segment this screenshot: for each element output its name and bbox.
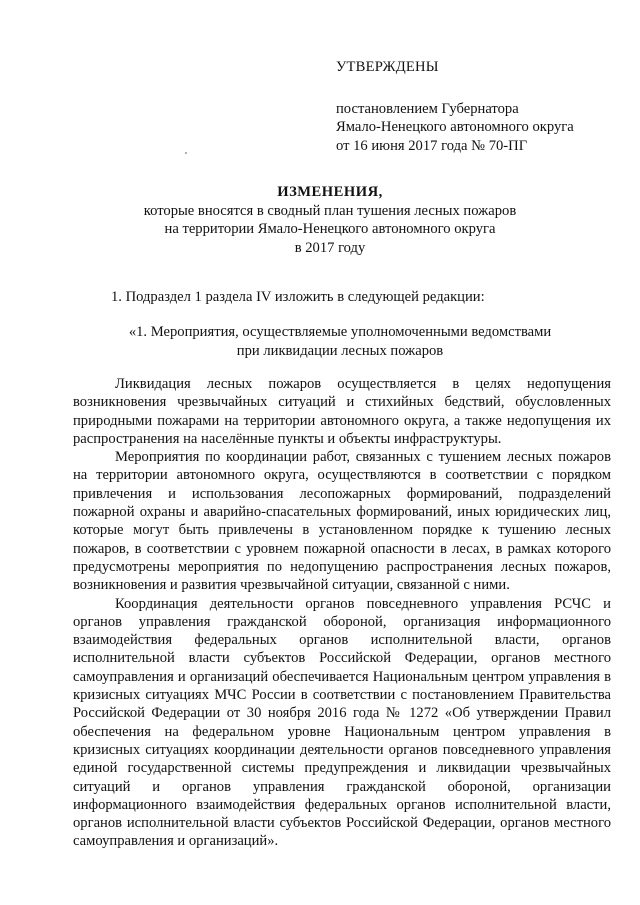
title-line-1: которые вносятся в сводный план тушения лесных пожаров: [143, 202, 517, 219]
section-title-line-1: «1. Мероприятия, осуществляемые уполномоченными ведомствами: [128, 324, 552, 340]
approval-line-2: Ямало-Ненецкого автономного округа: [336, 119, 574, 135]
approved-heading: УТВЕРЖДЕНЫ: [336, 59, 439, 75]
document-title: [60, 183, 600, 257]
paragraph-3: Координация деятельности органов повседневного управления РСЧС и органов управления гражданской обороной, организация информационного взаимодействия федеральных органов исполнительной власти, органов исполнительной власти субъектов Российской Федерации, органов местного самоуправления и организаций обеспечивается Национальным центром управления в кризисных ситуациях МЧС России в соответствии с постановлением Правительства Российской Федерации от 30 ноября 2016 года № 1272 «Об утверждении Правил обеспечения на федеральном уровне Национальным центром управления в кризисных ситуациях координации деятельности органов повседневного управления единой государственной системы предупреждения и ликвидации чрезвычайных ситуаций и органов управления гражданской обороной, организации информационного взаимодействия федеральных органов исполнительной власти, органов исполнительной власти субъектов Российской Федерации, органов местного самоуправления и организаций».: [73, 595, 611, 850]
title-heading: ИЗМЕНЕНИЯ,: [277, 184, 383, 200]
amendment-instruction: 1. Подраздел 1 раздела IV изложить в следующей редакции:: [111, 289, 485, 305]
paragraph-1: Ликвидация лесных пожаров осуществляется в целях недопущения возникновения чрезвычайных ситуаций и стихийных бедствий, обусловленных природными пожарами на территории автономного округа, а также недопущения их распространения на населённые пункты и объекты инфраструктуры.: [73, 376, 611, 447]
title-line-2: на территории Ямало-Ненецкого автономного округа: [164, 221, 496, 237]
section-title-line-2: при ликвидации лесных пожаров: [236, 342, 444, 359]
section-title: [60, 323, 620, 360]
approval-line-1: постановлением Губернатора: [336, 100, 519, 117]
title-line-3: в 2017 году: [294, 239, 366, 256]
scan-speck: [185, 152, 187, 154]
approval-line-3: от 16 июня 2017 года № 70-ПГ: [336, 137, 528, 154]
paragraph-2: Мероприятия по координации работ, связанных с тушением лесных пожаров на территории автономного округа, осуществляются в соответствии с порядком привлечения и использования лесопожарных формирований, подразделений пожарной охраны и аварийно-спасательных формирований, иных юридических лиц, которые могут быть привлечены в установленном порядке к тушению лесных пожаров, в соответствии с уровнем пожарной опасности в лесах, в рамках которого предусмотрены мероприятия по недопущению распространения лесных пожаров, возникновения и развития чрезвычайной ситуации, связанной с ними.: [73, 449, 611, 594]
body-text: [73, 375, 611, 851]
approval-stamp-block: [336, 58, 626, 155]
